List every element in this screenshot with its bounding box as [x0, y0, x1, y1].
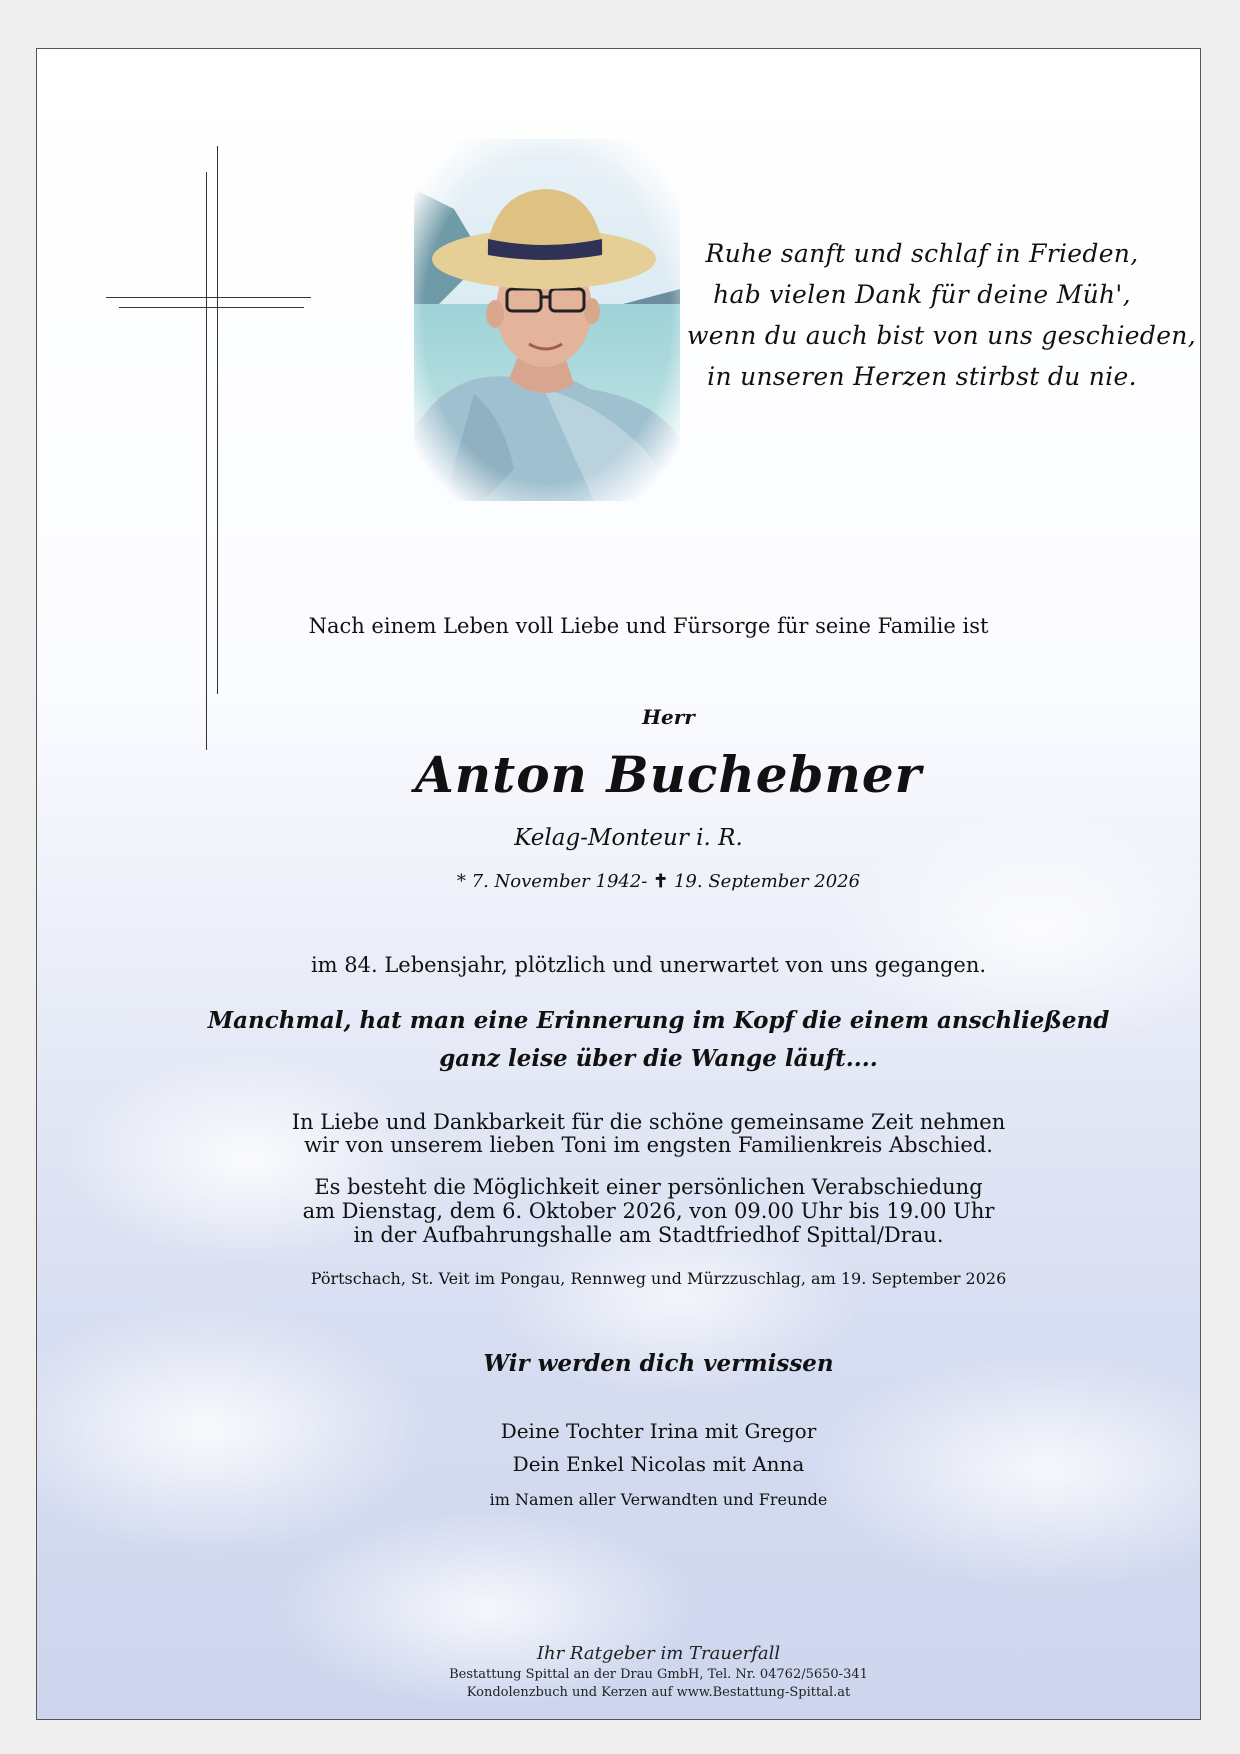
cross-horizontal-line-inner — [119, 307, 304, 308]
quote-line: Manchmal, hat man eine Erinnerung im Kopf die einem anschließend — [207, 1007, 1110, 1034]
place-date: Pörtschach, St. Veit im Pongau, Rennweg und Mürzzuschlag, am 19. September 2026 — [310, 1269, 1007, 1288]
death-date: 19. September 2026 — [673, 871, 861, 892]
family-member: Dein Enkel Nicolas mit Anna — [512, 1452, 805, 1476]
footer-condolence: Kondolenzbuch und Kerzen auf www.Bestattung-Spittal.at — [466, 1685, 851, 1700]
intro-text: Nach einem Leben voll Liebe und Fürsorge für seine Familie ist — [308, 614, 989, 638]
poem — [687, 233, 1196, 397]
poem-line: in unseren Herzen stirbst du nie. — [707, 362, 1137, 391]
farewell-line: wir von unserem lieben Toni im engsten Familienkreis Abschied. — [304, 1133, 993, 1157]
portrait-photo — [414, 139, 680, 501]
farewell-line: In Liebe und Dankbarkeit für die schöne gemeinsame Zeit nehmen — [291, 1110, 1006, 1134]
footer-company: Bestattung Spittal an der Drau GmbH, Tel. Nr. 04762/5650-341 — [449, 1667, 868, 1682]
death-cross-icon: ✝ — [653, 871, 669, 892]
birth-date: * 7. November 1942- — [456, 871, 648, 892]
viewing-line: am Dienstag, dem 6. Oktober 2026, von 09.00 Uhr bis 19.00 Uhr — [302, 1199, 995, 1223]
family-list — [37, 1415, 1201, 1481]
poem-line: wenn du auch bist von uns geschieden, — [687, 321, 1196, 350]
age-text: im 84. Lebensjahr, plötzlich und unerwartet von uns gegangen. — [310, 953, 987, 977]
relatives-text: im Namen aller Verwandten und Freunde — [489, 1490, 828, 1509]
life-dates — [37, 871, 1201, 892]
viewing-line: Es besteht die Möglichkeit einer persönlichen Verabschiedung — [314, 1175, 983, 1199]
poem-line: hab vielen Dank für deine Müh', — [713, 280, 1131, 309]
viewing-line: in der Aufbahrungshalle am Stadtfriedhof Spittal/Drau. — [353, 1223, 944, 1247]
cross-horizontal-line — [106, 297, 311, 298]
salutation: Herr — [642, 705, 695, 729]
quote — [37, 1002, 1201, 1078]
obituary-sheet — [36, 48, 1201, 1720]
cross-vertical-line — [206, 172, 207, 750]
family-member: Deine Tochter Irina mit Gregor — [500, 1419, 817, 1443]
miss-heading: Wir werden dich vermissen — [483, 1350, 834, 1377]
poem-line: Ruhe sanft und schlaf in Frieden, — [705, 239, 1139, 268]
cross-vertical-line-inner — [217, 146, 218, 694]
farewell-text — [37, 1111, 1201, 1157]
quote-line: ganz leise über die Wange läuft.... — [439, 1045, 878, 1072]
footer-slogan: Ihr Ratgeber im Trauerfall — [536, 1643, 781, 1664]
occupation: Kelag-Monteur i. R. — [514, 825, 743, 851]
deceased-name: Anton Buchebner — [414, 745, 923, 804]
viewing-info — [37, 1175, 1201, 1247]
